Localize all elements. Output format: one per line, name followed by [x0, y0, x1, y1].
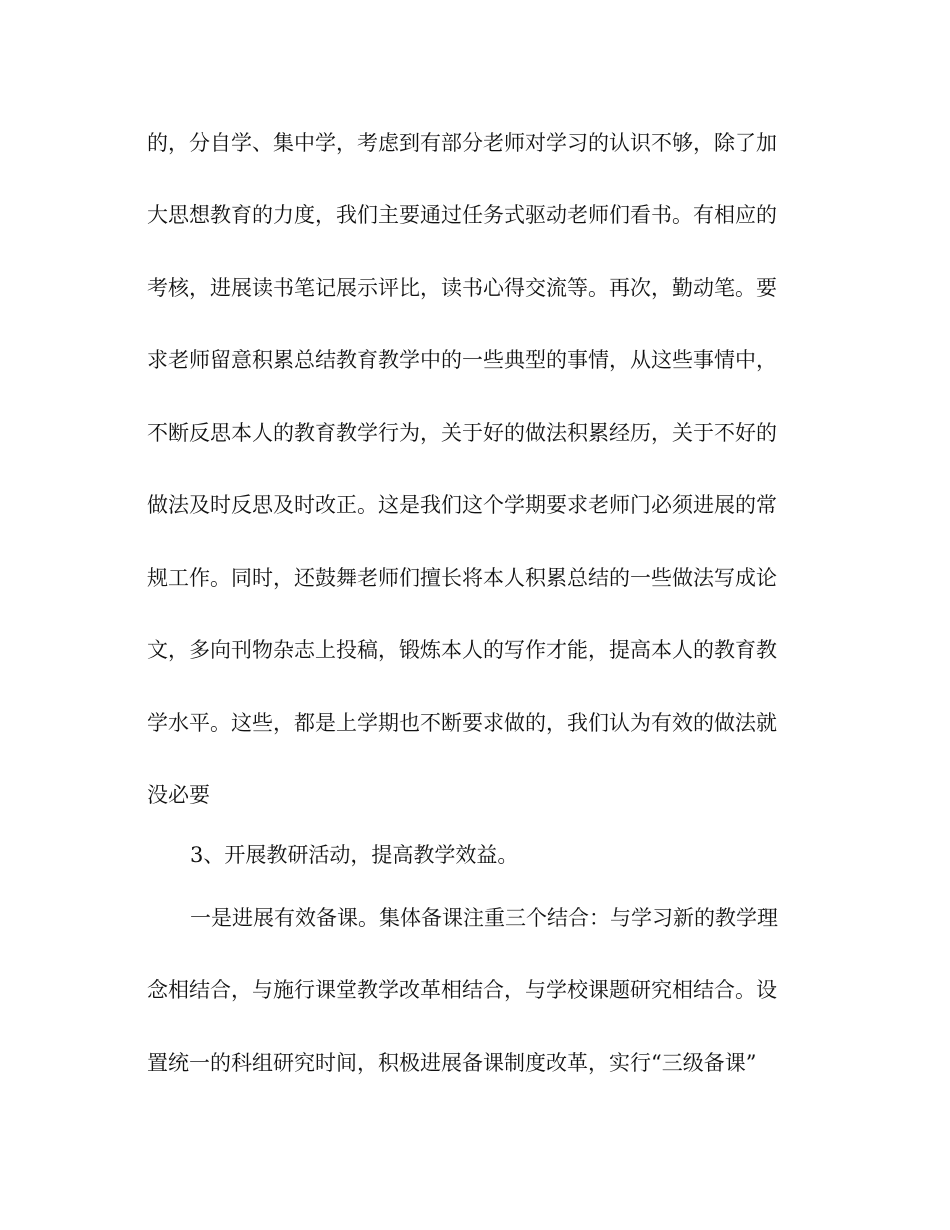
- paragraph-line: 置统一的科组研究时间，积极进展备课制度改革，实行“三级备课”: [147, 1051, 757, 1075]
- paragraph-line: 文，多向刊物杂志上投稿，锻炼本人的写作才能，提高本人的教育教: [147, 638, 777, 662]
- section-heading: 3、开展教研活动，提高教学效益。: [190, 843, 519, 867]
- paragraph-line: 大思想教育的力度，我们主要通过任务式驱动老师们看书。有相应的: [147, 203, 777, 227]
- paragraph-line: 不断反思本人的教育教学行为，关于好的做法积累经历，关于不好的: [147, 421, 777, 445]
- paragraph-line: 求老师留意积累总结教育教学中的一些典型的事情，从这些事情中，: [147, 348, 777, 372]
- paragraph-line: 的，分自学、集中学，考虑到有部分老师对学习的认识不够，除了加: [147, 131, 777, 155]
- paragraph-line: 做法及时反思及时改正。这是我们这个学期要求老师门必须进展的常: [147, 493, 777, 517]
- paragraph-line: 考核，进展读书笔记展示评比，读书心得交流等。再次，勤动笔。要: [147, 276, 777, 300]
- paragraph-line: 规工作。同时，还鼓舞老师们擅长将本人积累总结的一些做法写成论: [147, 566, 777, 590]
- paragraph-line: 学水平。这些，都是上学期也不断要求做的，我们认为有效的做法就: [147, 711, 777, 735]
- paragraph-line: 没必要: [147, 783, 210, 807]
- paragraph-line: 一是进展有效备课。集体备课注重三个结合：与学习新的教学理: [190, 906, 778, 930]
- paragraph-line: 念相结合，与施行课堂教学改革相结合，与学校课题研究相结合。设: [147, 978, 777, 1002]
